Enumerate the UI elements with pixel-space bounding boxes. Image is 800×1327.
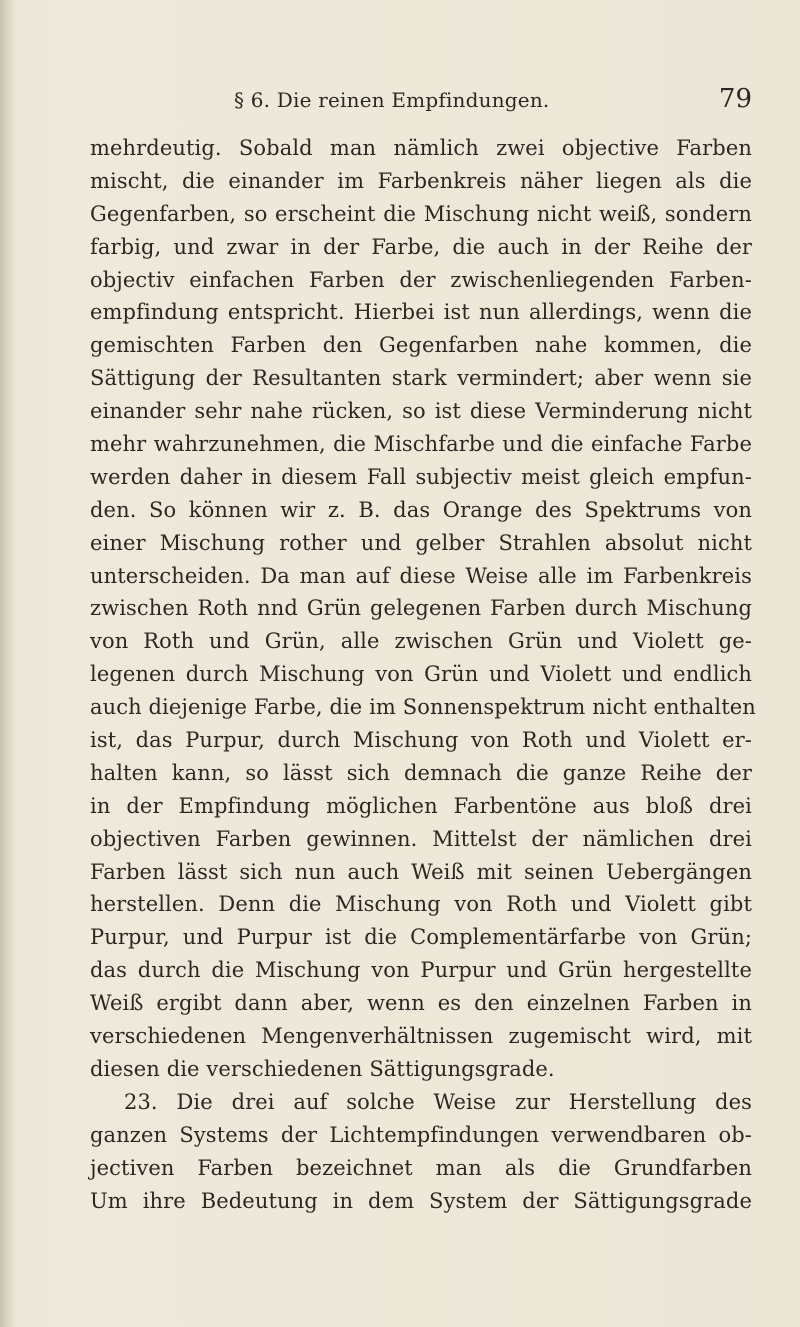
text-line: ganzen Systems der Lichtempfindungen verwendbaren ob- [90, 1122, 752, 1147]
text-line: farbig, und zwar in der Farbe, die auch in der Reihe der [90, 234, 752, 259]
body-text [90, 132, 756, 1217]
text-line: mehr wahrzunehmen, die Mischfarbe und die einfache Farbe [90, 432, 752, 457]
text-line: Weiß ergibt dann aber, wenn es den einzelnen Farben in [90, 991, 752, 1016]
text-line: auch diejenige Farbe, die im Sonnenspektrum nicht enthalten [90, 695, 756, 720]
text-line: das durch die Mischung von Purpur und Grün hergestellte [90, 958, 752, 983]
text-line: Purpur, und Purpur ist die Complementärfarbe von Grün; [90, 925, 752, 950]
text-line: Um ihre Bedeutung in dem System der Sättigungsgrade [90, 1188, 752, 1213]
binding-shadow [0, 0, 14, 1327]
text-line: einer Mischung rother und gelber Strahlen absolut nicht [90, 530, 752, 555]
text-line: mischt, die einander im Farbenkreis näher liegen als die [90, 168, 752, 193]
text-line: in der Empfindung möglichen Farbentöne aus bloß drei [90, 793, 752, 818]
page-header [90, 84, 752, 118]
text-line: unterscheiden. Da man auf diese Weise alle im Farbenkreis [90, 563, 752, 588]
text-line: verschiedenen Mengenverhältnissen zugemischt wird, mit [90, 1024, 752, 1049]
text-line: empfindung entspricht. Hierbei ist nun allerdings, wenn die [90, 300, 752, 325]
text-line: Sättigung der Resultanten stark vermindert; aber wenn sie [90, 366, 752, 391]
text-line: den. So können wir z. B. das Orange des Spektrums von [90, 497, 752, 522]
text-line: legenen durch Mischung von Grün und Violett und endlich [90, 662, 752, 687]
text-line: einander sehr nahe rücken, so ist diese Verminderung nicht [90, 399, 752, 424]
text-line: diesen die verschiedenen Sättigungsgrade. [90, 1056, 555, 1081]
text-line: Farben lässt sich nun auch Weiß mit seinen Uebergängen [90, 859, 752, 884]
text-line: mehrdeutig. Sobald man nämlich zwei objective Farben [90, 136, 752, 160]
text-line: herstellen. Denn die Mischung von Roth und Violett gibt [90, 892, 752, 917]
text-line: werden daher in diesem Fall subjectiv meist gleich empfun- [90, 464, 752, 489]
page-number: 79 [718, 84, 752, 114]
text-line: zwischen Roth nnd Grün gelegenen Farben durch Mischung [90, 596, 752, 621]
running-head: § 6. Die reinen Empfindungen. [234, 88, 550, 112]
text-line: gemischten Farben den Gegenfarben nahe kommen, die [90, 333, 752, 358]
text-line: von Roth und Grün, alle zwischen Grün und Violett ge- [90, 629, 752, 654]
text-line: halten kann, so lässt sich demnach die ganze Reihe der [90, 760, 752, 785]
text-line: ist, das Purpur, durch Mischung von Roth und Violett er- [90, 728, 752, 753]
section-start-line: 23. Die drei auf solche Weise zur Herstellung des [124, 1089, 752, 1114]
text-line: jectiven Farben bezeichnet man als die Grundfarben [90, 1155, 752, 1180]
text-line: objectiv einfachen Farben der zwischenliegenden Farben- [90, 267, 752, 292]
text-line: objectiven Farben gewinnen. Mittelst der nämlichen drei [90, 826, 752, 851]
text-line: Gegenfarben, so erscheint die Mischung nicht weiß, sondern [90, 201, 752, 226]
